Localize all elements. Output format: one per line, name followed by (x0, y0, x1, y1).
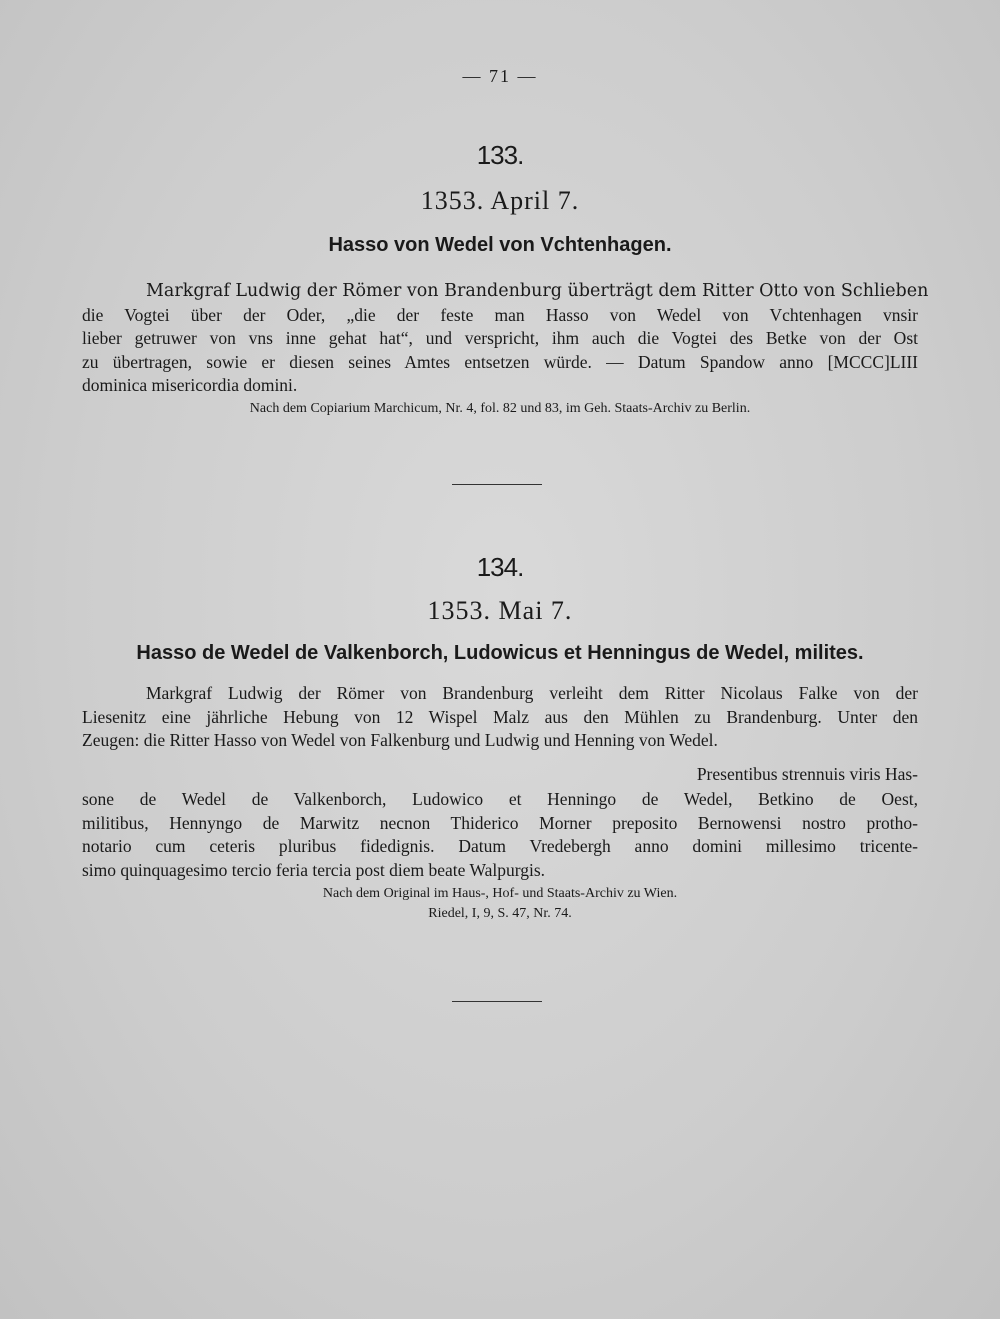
source-note (0, 884, 1000, 924)
section-divider (452, 484, 542, 485)
body-line: dominica misericordia domini. (82, 375, 298, 395)
latin-line: militibus, Hennyngo de Marwitz necnon Thiderico Morner preposito Bernowensi nostro protho- (82, 812, 918, 833)
latin-text-start: Presentibus strennuis viris Has- (696, 764, 918, 784)
body-line: zu übertragen, sowie er diesen seines Amtes entsetzen würde. — Datum Spandow anno [MCCC]LIII (82, 351, 918, 372)
entry-title: Hasso von Wedel von Vchtenhagen. (328, 234, 672, 256)
body-line: Liesenitz eine jährliche Hebung von 12 Wispel Malz aus den Mühlen zu Brandenburg. Unter den (82, 706, 918, 727)
entry-body (82, 280, 929, 398)
latin-line: sone de Wedel de Valkenborch, Ludowico et Henningo de Wedel, Betkino de Oest, (82, 789, 918, 809)
body-line: lieber getruwer von vns inne gehat hat“, und verspricht, ihm auch die Vogtei des Betke von der Ost (82, 328, 918, 348)
body-line: Zeugen: die Ritter Hasso von Wedel von Falkenburg und Ludwig und Henning von Wedel. (82, 730, 718, 750)
latin-text (82, 788, 918, 882)
section-divider (452, 1001, 542, 1002)
body-line: die Vogtei über der Oder, „die der feste man Hasso von Wedel von Vchtenhagen vnsir (82, 304, 918, 325)
body-line: Markgraf Ludwig der Römer von Brandenburg verleiht dem Ritter Nicolaus Falke von der (146, 683, 918, 703)
latin-line: simo quinquagesimo tercio feria tercia post diem beate Walpurgis. (82, 859, 546, 880)
entry-number: 133. (476, 140, 524, 170)
source-note (0, 399, 1000, 419)
source-line: Riedel, I, 9, S. 47, Nr. 74. (428, 906, 572, 921)
body-line: Markgraf Ludwig der Römer von Brandenburg überträgt dem Ritter Otto von Schlieben (146, 281, 929, 301)
entry-date: 1353. April 7. (420, 186, 580, 215)
source-line: Nach dem Copiarium Marchicum, Nr. 4, fol. 82 und 83, im Geh. Staats-Archiv zu Berlin. (249, 401, 751, 416)
source-line: Nach dem Original im Haus-, Hof- und Staats-Archiv zu Wien. (322, 886, 678, 901)
entry-date: 1353. Mai 7. (427, 596, 573, 625)
latin-line: notario cum ceteris pluribus fidedignis. Datum Vredebergh anno domini millesimo tricente- (82, 836, 918, 856)
page-number: — 71 — (462, 66, 538, 86)
entry-title: Hasso de Wedel de Valkenborch, Ludowicus et Henningus de Wedel, milites. (136, 642, 864, 664)
entry-number: 134. (476, 552, 524, 582)
entry-body (82, 682, 918, 753)
